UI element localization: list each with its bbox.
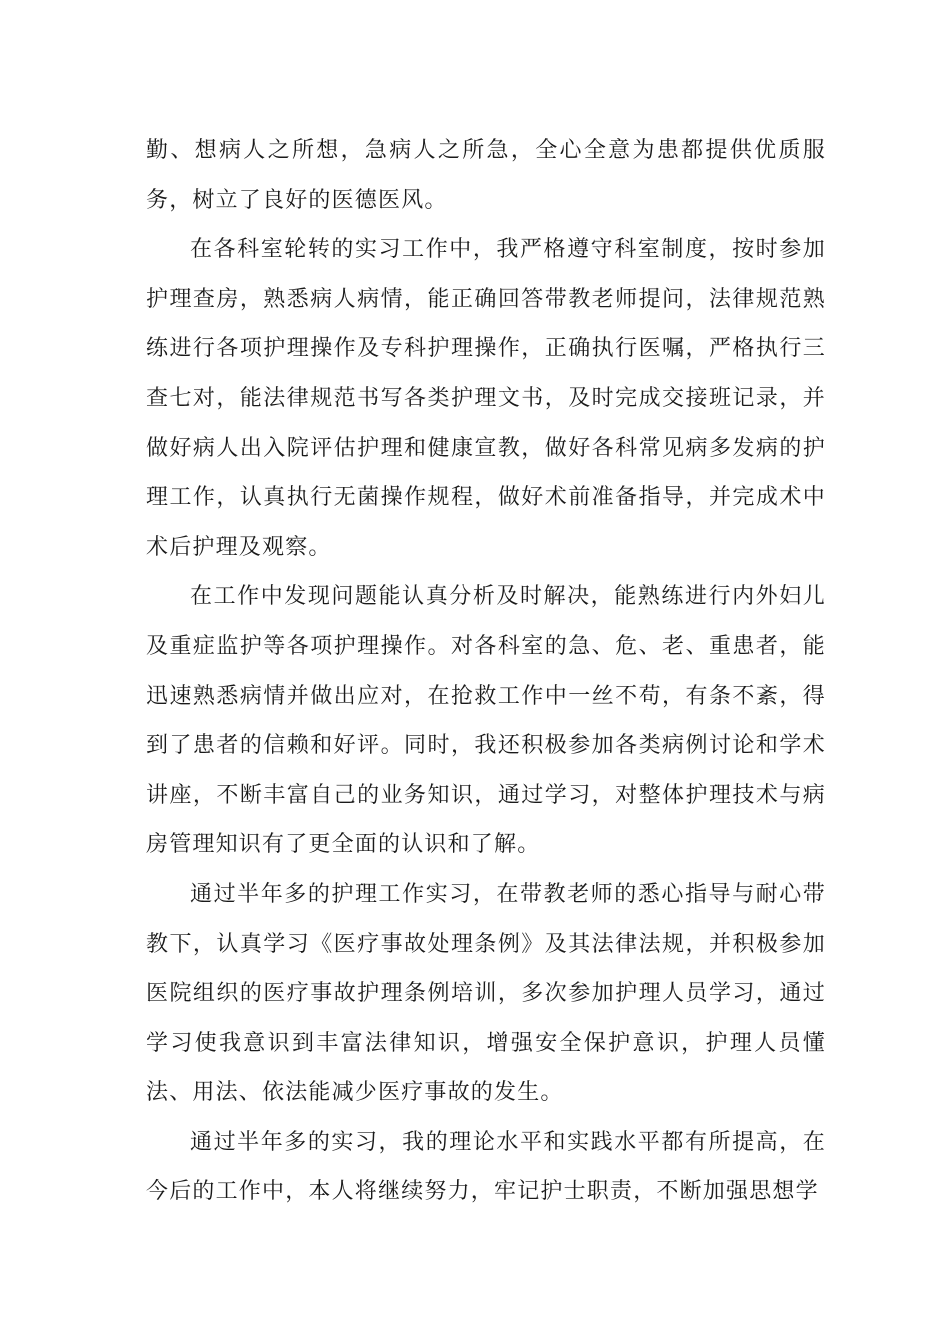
paragraph-3: 在工作中发现问题能认真分析及时解决，能熟练进行内外妇儿及重症监护等各项护理操作。对各科室的急、危、老、重患者，能迅速熟悉病情并做出应对，在抢救工作中一丝不苟，有条不紊，得到了患者的信赖和好评。同时，我还积极参加各类病例讨论和学术讲座，不断丰富自己的业务知识，通过学习，对整体护理技术与病房管理知识有了更全面的认识和了解。 xyxy=(146,584,826,858)
paragraph-4: 通过半年多的护理工作实习，在带教老师的悉心指导与耐心带教下，认真学习《医疗事故处理条例》及其法律法规，并积极参加医院组织的医疗事故护理条例培训，多次参加护理人员学习，通过学习使我意识到丰富法律知识，增强安全保护意识，护理人员懂法、用法、依法能减少医疗事故的发生。 xyxy=(146,881,826,1106)
paragraph-1: 勤、想病人之所想，急病人之所急，全心全意为患都提供优质服务，树立了良好的医德医风。 xyxy=(146,138,826,213)
paragraph-2: 在各科室轮转的实习工作中，我严格遵守科室制度，按时参加护理查房，熟悉病人病情，能正确回答带教老师提问，法律规范熟练进行各项护理操作及专科护理操作，正确执行医嘱，严格执行三查七对，能法律规范书写各类护理文书，及时完成交接班记录，并做好病人出入院评估护理和健康宣教，做好各科常见病多发病的护理工作，认真执行无菌操作规程，做好术前准备指导，并完成术中术后护理及观察。 xyxy=(146,237,826,560)
document-body xyxy=(146,126,826,1217)
paragraph-5: 通过半年多的实习，我的理论水平和实践水平都有所提高，在今后的工作中，本人将继续努力，牢记护士职责，不断加强思想学 xyxy=(146,1129,826,1205)
